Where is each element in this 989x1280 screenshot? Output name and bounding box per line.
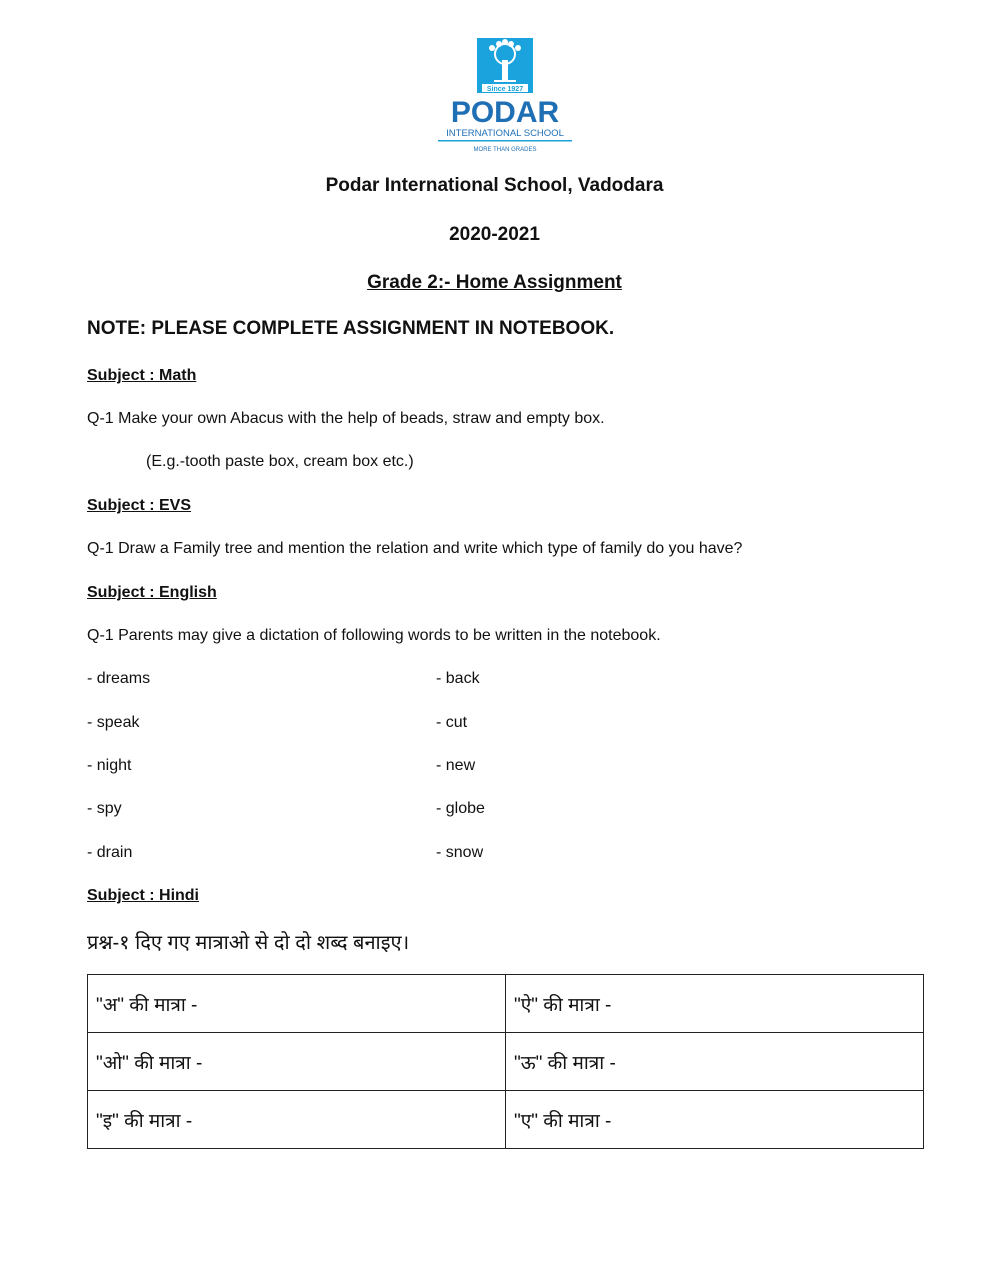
word-item: - snow (436, 844, 484, 861)
evs-heading: Subject : EVS (87, 497, 192, 514)
table-row (88, 1091, 924, 1149)
logo-since: Since 1927 (486, 86, 524, 93)
table-row (88, 1033, 924, 1091)
table-cell: "अ" की मात्रा - (88, 975, 506, 1033)
word-item: - globe (436, 800, 485, 817)
table-cell: "ए" की मात्रा - (506, 1091, 924, 1149)
table-cell: "इ" की मात्रा - (88, 1091, 506, 1149)
school-title: Podar International School, Vadodara (325, 175, 664, 196)
table-cell: "ओ" की मात्रा - (88, 1033, 506, 1091)
academic-year: 2020-2021 (449, 224, 540, 245)
table-row (88, 975, 924, 1033)
note: NOTE: PLEASE COMPLETE ASSIGNMENT IN NOTEBOOK. (87, 318, 615, 339)
school-logo (430, 36, 580, 156)
logo-name: PODAR (450, 96, 560, 129)
assignment-title: Grade 2:- Home Assignment (367, 272, 622, 293)
word-item: - dreams (87, 670, 151, 687)
word-item: - drain (87, 844, 133, 861)
english-question: Q-1 Parents may give a dictation of following words to be written in the notebook. (87, 627, 661, 644)
math-heading: Subject : Math (87, 367, 197, 384)
table-cell: "ऊ" की मात्रा - (506, 1033, 924, 1091)
word-item: - night (87, 757, 132, 774)
math-question: Q-1 Make your own Abacus with the help of beads, straw and empty box. (87, 410, 605, 427)
word-item: - back (436, 670, 480, 687)
word-item: - new (436, 757, 476, 774)
word-item: - speak (87, 714, 140, 731)
math-example: (E.g.-tooth paste box, cream box etc.) (146, 453, 414, 470)
word-item: - spy (87, 800, 122, 817)
hindi-question: प्रश्न-१ दिए गए मात्राओ से दो दो शब्द बनाइए। (87, 932, 410, 954)
logo-tagline: MORE THAN GRADES (473, 147, 537, 153)
hindi-heading: Subject : Hindi (87, 887, 199, 904)
table-cell: "ऐ" की मात्रा - (506, 975, 924, 1033)
word-item: - cut (436, 714, 468, 731)
logo-sub: INTERNATIONAL SCHOOL (446, 128, 564, 139)
english-heading: Subject : English (87, 584, 217, 601)
matra-table (87, 974, 924, 1149)
evs-question: Q-1 Draw a Family tree and mention the relation and write which type of family do you have? (87, 540, 743, 557)
